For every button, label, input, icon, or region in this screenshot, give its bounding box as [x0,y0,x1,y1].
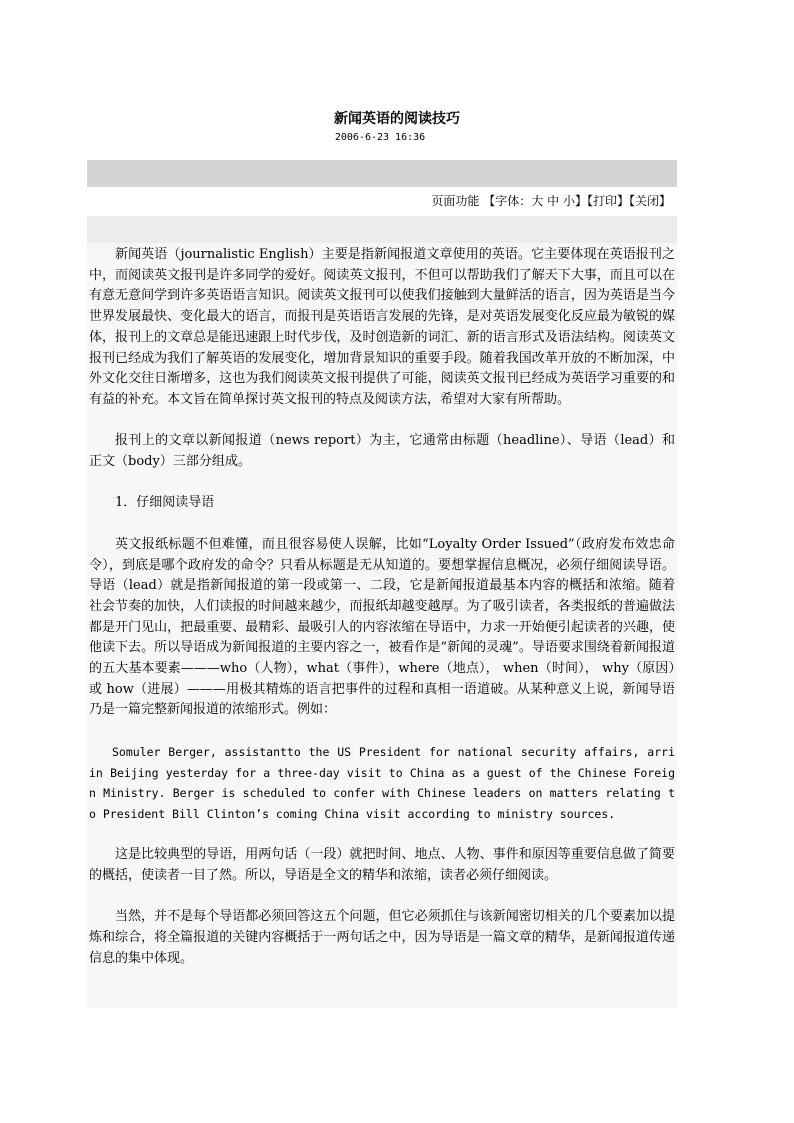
subheader-bar [87,216,677,243]
font-size-open: 【字体： [479,194,532,208]
font-size-close: 】 [574,194,587,208]
font-large-link[interactable]: 大 [531,194,544,208]
paragraph-conclusion: 当然，并不是每个导语都必须回答这五个问题，但它必须抓住与该新闻密切相关的几个要素加以提炼和综合，将全篇报道的关键内容概括于一两句话之中，因为导语是一篇文章的精华，是新闻报道传递信息的集中体现。 [89,909,675,966]
article-body [87,243,677,1008]
article-date: 2006-6-23 16:36 [334,132,426,143]
section-heading: 1．仔细阅读导语 [115,495,215,511]
article-title: 新闻英语的阅读技巧 [334,111,460,127]
paragraph-structure: 报刊上的文章以新闻报道（news report）为主，它通常由标题（headline）、导语（lead）和正文（body）三部分组成。 [89,433,675,470]
close-link[interactable]: 【关闭】 [628,194,671,208]
paragraph-lead: 英文报纸标题不但难懂，而且很容易使人误解，比如“Loyalty Order Issued”（政府发布效忠命令），到底是哪个政府发的命令？只看从标题是无从知道的。要想掌握信息概况，必须仔细阅读导语。导语（lead）就是指新闻报道的第一段或第一、二段，它是新闻报道最基本内容的概括和浓缩。随着社会节奏的加快，人们读报的时间越来越少，而报纸却越变越厚。为了吸引读者，各类报纸的普遍做法都是开门见山，把最重要、最精彩、最吸引人的内容浓缩在导语中，力求一开始便引起读者的兴趣，使他读下去。所以导语成为新闻报道的主要内容之一，被看作是“新闻的灵魂”。导语要求围绕着新闻报道的五大基本要素———who（人物），what（事件），where（地点）， when（时间）， why（原因）或 how（进展）———用极其精炼的语言把事件的过程和真相一语道破。从某种意义上说，新闻导语乃是一篇完整新闻报道的浓缩形式。例如： [89,536,675,718]
header-bar [87,160,677,187]
paragraph-example: Somuler Berger, assistantto the US President for national security affairs, arri in Beijing yesterday for a three-day visit to China as a guest of the Chinese Foreign Ministry. Berger is scheduled to confer with Chinese leaders on matters relating to President Bill Clinton’s coming China visit according to ministry sources. [89,744,675,821]
font-medium-link[interactable]: 中 [547,194,560,208]
page-function-toolbar [87,190,671,212]
paragraph-intro: 新闻英语（journalistic English）主要是指新闻报道文章使用的英语。它主要体现在英语报刊之中，而阅读英文报刊是许多同学的爱好。阅读英文报刊，不但可以帮助我们了解天下大事，而且可以在有意无意间学到许多英语语言知识。阅读英文报刊可以使我们接触到大量鲜活的语言，因为英语是当今世界发展最快、变化最大的语言，而报刊是英语语言发展的先锋，是对英语发展变化反应最为敏锐的媒体，报刊上的文章总是能迅速跟上时代步伐，及时创造新的词汇、新的语言形式及语法结构。阅读英文报刊已经成为我们了解英语的发展变化，增加背景知识的重要手段。随着我国改革开放的不断加深，中外文化交往日渐增多，这也为我们阅读英文报刊提供了可能，阅读英文报刊已经成为英语学习重要的和有益的补充。本文旨在简单探讨英文报刊的特点及阅读方法，希望对大家有所帮助。 [89,247,675,407]
font-small-link[interactable]: 小 [562,194,575,208]
print-link[interactable]: 【打印】 [586,194,629,208]
paragraph-analysis: 这是比较典型的导语，用两句话（一段）就把时间、地点、人物、事件和原因等重要信息做了简要的概括，使读者一目了然。所以，导语是全文的精华和浓缩，读者必须仔细阅读。 [89,847,675,884]
toolbar-label: 页面功能 [431,194,480,208]
